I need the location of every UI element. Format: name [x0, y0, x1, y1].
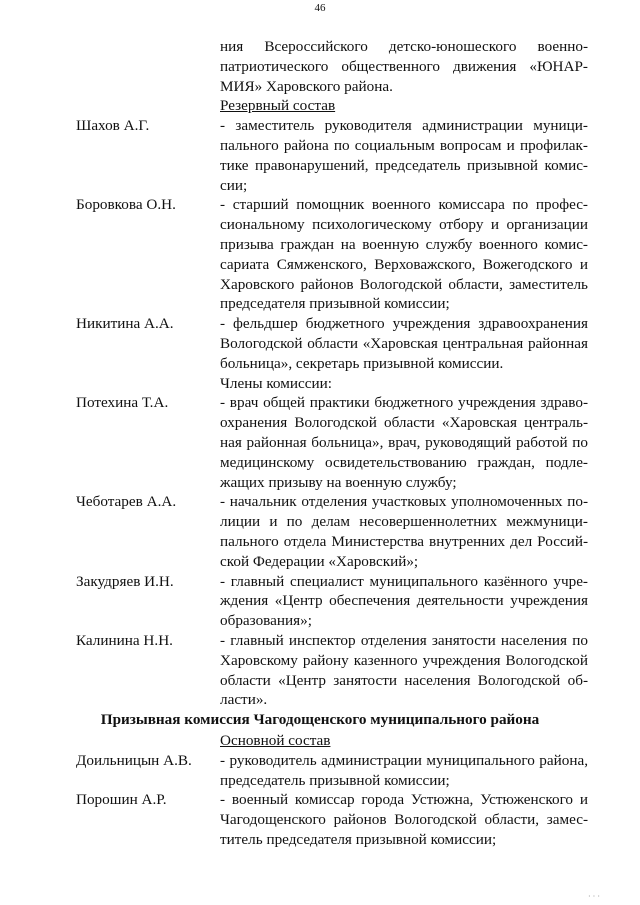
role-description-line: - главный специалист муниципального казённого учре-: [220, 572, 588, 590]
entries-reserve: [0, 117, 640, 374]
role-description-line: - главный инспектор отделения занятости населения по: [220, 631, 588, 649]
role-description-line: области «Центр занятости населения Вологодской об-: [220, 671, 588, 689]
members-title: Члены комиссии:: [220, 374, 332, 392]
role-description-line: образования»;: [220, 612, 312, 630]
role-description-line: больница», секретарь призывной комиссии.: [220, 354, 504, 372]
page-number: 46: [314, 2, 326, 14]
entries-members: [0, 394, 640, 711]
role-description-line: председателя призывной комиссии;: [220, 295, 450, 313]
role-description-line: - старший помощник военного комиссара по профес-: [220, 196, 588, 214]
role-description-line: - военный комиссар города Устюжна, Устюженского и: [220, 791, 588, 809]
role-description-line: - заместитель руководителя администрации муници-: [220, 117, 588, 135]
person-name: Потехина Т.А.: [76, 394, 169, 412]
entries-main: [0, 752, 640, 851]
role-description-line: пального отдела Министерства внутренних дел Россий-: [220, 532, 588, 550]
role-description-line: титель председателя призывной комиссии;: [220, 831, 497, 849]
role-description-line: Харовскому району казенного учреждения Вологодской: [220, 651, 588, 669]
role-description-line: пального района по социальным вопросам и профилак-: [220, 136, 588, 154]
role-description-line: сии;: [220, 176, 248, 194]
person-name: Закудряев И.Н.: [76, 572, 174, 590]
intro-line: ния Всероссийского детско-юношеского военно-: [220, 38, 588, 55]
role-description-line: Вологодской области «Харовская центральная районная: [220, 334, 588, 352]
role-description-line: лиции и по делам несовершеннолетних межмуници-: [220, 513, 588, 531]
role-description-line: охранения Вологодской области «Харовская централь-: [220, 414, 588, 432]
role-description-line: ской Федерации «Харовский»;: [220, 552, 419, 570]
role-description-line: сариата Сямженского, Верховажского, Вожегодского и: [220, 255, 588, 273]
role-description-line: медицинскому освидетельствованию граждан, подле-: [220, 453, 588, 471]
role-description-line: Харовского районов Вологодской области, заместитель: [220, 275, 588, 293]
main-title: Основной состав: [220, 732, 331, 750]
role-description-line: - начальник отделения участковых уполномоченных по-: [220, 493, 588, 511]
intro-line: МИЯ» Харовского района.: [220, 77, 393, 95]
person-name: Шахов А.Г.: [76, 117, 150, 135]
person-name: Никитина А.А.: [76, 315, 174, 333]
role-description-line: - руководитель администрации муниципального района,: [220, 751, 588, 769]
role-description-line: тике правонарушений, председатель призывной комис-: [220, 156, 588, 174]
role-description-line: ждения «Центр обеспечения деятельности учреждения: [220, 592, 588, 610]
role-description-line: - врач общей практики бюджетного учреждения здраво-: [220, 394, 588, 412]
role-description-line: жащих призыву на военную службу;: [220, 473, 457, 491]
corner-mark: · · ·: [588, 892, 600, 901]
person-name: Чеботарев А.А.: [76, 493, 177, 511]
person-name: Доильницын А.В.: [76, 751, 192, 769]
role-description-line: Чагодощенского районов Вологодской области, замес-: [220, 811, 588, 829]
document-body: [0, 38, 640, 851]
role-description-line: призыва граждан на военную службу военного комис-: [220, 235, 588, 253]
role-description-line: председатель призывной комиссии;: [220, 771, 450, 789]
role-description-line: сиональному психологическому отбору и организации: [220, 216, 588, 234]
intro-line: патриотического общественного движения «ЮНАР-: [220, 57, 588, 75]
person-name: Боровкова О.Н.: [76, 196, 176, 214]
role-description-line: - фельдшер бюджетного учреждения здравоохранения: [220, 315, 588, 333]
section-heading: Призывная комиссия Чагодощенского муниципального района: [100, 711, 540, 729]
role-description-line: ласти».: [220, 691, 268, 709]
role-description-line: ная районная больница», врач, руководящий работой по: [220, 433, 588, 451]
reserve-title: Резервный состав: [220, 97, 336, 115]
person-name: Калинина Н.Н.: [76, 631, 173, 649]
person-name: Порошин А.Р.: [76, 791, 167, 809]
